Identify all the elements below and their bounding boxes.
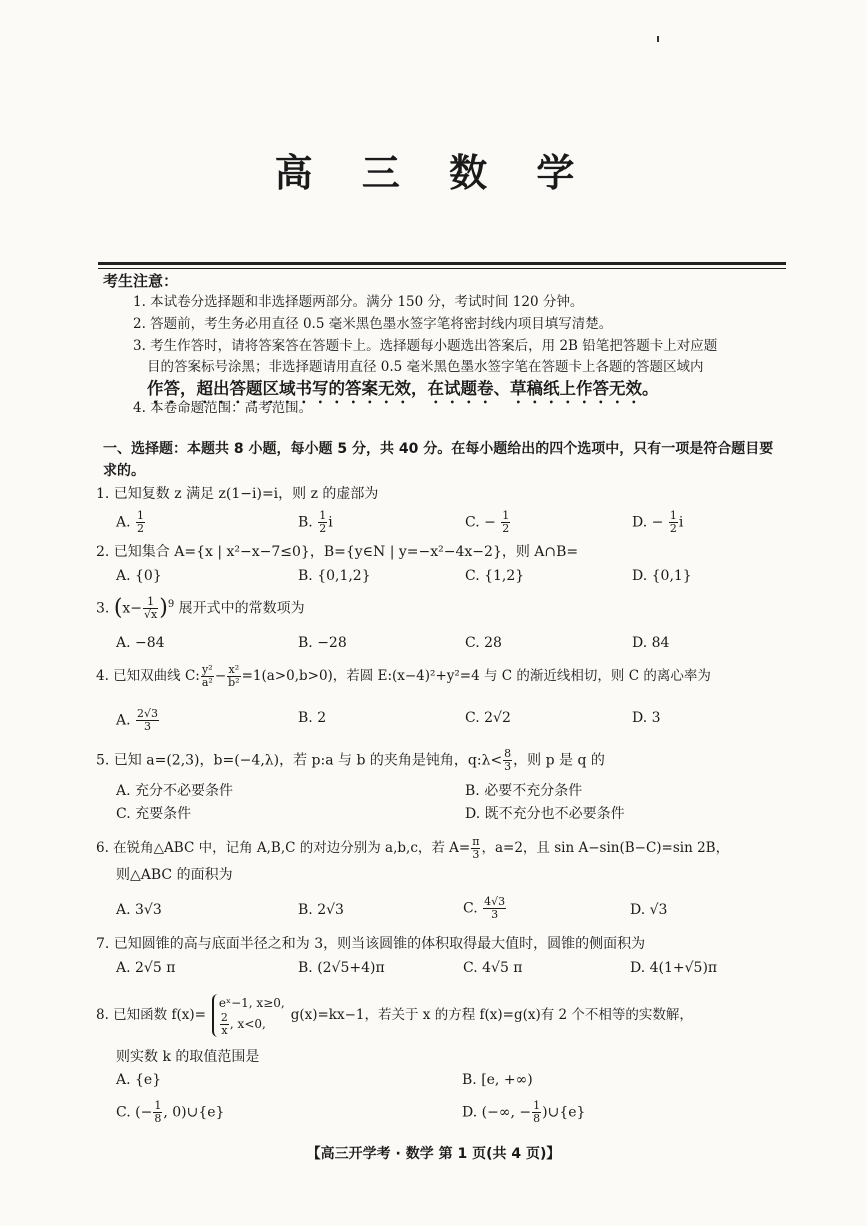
question-8-stem: 8. 已知函数 f(x)= eˣ−1, x≥0, $\frac{2}{x}$ , x<0, g(x)=kx−1，若关于 x 的方程 f(x)=g(x)有 2 个不相等的实数解，	[96, 996, 693, 1037]
question-3-stem: 3. (x− $\frac{1}{√x}$ )$^9$ 展开式中的常数项为	[96, 595, 305, 622]
fraction: $\frac{2}{x}$	[220, 1011, 228, 1037]
notice-heading: 考生注意：	[103, 272, 179, 290]
fraction: $\frac{1}{8}$	[533, 1099, 541, 1125]
q7-option-d: D. 4(1+√5)π	[630, 960, 718, 976]
q8-option-a: A. {e}	[116, 1072, 162, 1088]
q6-option-d: D. √3	[630, 902, 668, 918]
q1-option-d: D. − $\frac{1}{2}$ i	[632, 509, 684, 535]
q4-option-d: D. 3	[632, 710, 661, 726]
fraction: $\frac{1}{2}$	[669, 509, 677, 535]
section-heading	[103, 438, 793, 482]
question-6-stem: 6. 在锐角△ABC 中，记角 A,B,C 的对边分别为 a,b,c，若 A= $\frac{\pi}{3}$ ，a=2，且 sin A−sin(B−C)=sin 2B，	[96, 835, 730, 861]
section-heading-line2: 求的。	[103, 463, 145, 479]
notice-item-2: 2. 答题前，考生务必用直径 0.5 毫米黑色墨水签字笔将密封线内项目填写清楚。	[133, 316, 613, 332]
q3-option-a: A. −84	[116, 635, 165, 651]
q2-option-a: A. {0}	[116, 568, 162, 584]
fraction: $\frac{4√3}{3}$	[484, 895, 506, 921]
question-5-stem: 5. 已知 a=(2,3)，b=(−4,λ)，若 p:a 与 b 的夹角是钝角，q:λ< $\frac{8}{3}$ ，则 p 是 q 的	[96, 747, 605, 773]
fraction: $\frac{\pi}{3}$	[472, 835, 480, 861]
q6-option-a: A. 3√3	[116, 902, 162, 918]
q3-option-c: C. 28	[465, 635, 502, 651]
q2-option-b: B. {0,1,2}	[298, 568, 371, 584]
q2-option-c: C. {1,2}	[465, 568, 525, 584]
q1-option-b: B. $\frac{1}{2}$ i	[298, 509, 333, 535]
question-4-stem: 4. 已知双曲线 C: $\frac{\text{y²}}{\text{a²}}$ − $\frac{\text{x²}}{\text{b²}}$ =1(a>0,b>0)，若圆 E:(x−4)²+y²=4 与 C 的渐近线相切，则 C 的离心率为	[96, 663, 711, 689]
question-2-stem: 2. 已知集合 A={x | x²−x−7≤0}，B={y∈N | y=−x²−4x−2}，则 A∩B=	[96, 544, 579, 560]
notice-item-3-line1: 3. 考生作答时，请将答案答在答题卡上。选择题每小题选出答案后，用 2B 铅笔把答题卡上对应题	[133, 338, 718, 354]
page-footer: 【高三开学考 · 数学 第 1 页(共 4 页)】	[306, 1146, 561, 1162]
q6-option-b: B. 2√3	[298, 902, 344, 918]
q7-option-c: C. 4√5 π	[463, 960, 523, 976]
q1-option-c: C. − $\frac{1}{2}$	[465, 509, 510, 535]
notice-item-3-line2: 目的答案标号涂黑；非选择题请用直径 0.5 毫米黑色墨水签字笔在答题卡上各题的答题区域内	[147, 359, 704, 375]
q4-option-a: A. $\frac{2√3}{3}$	[116, 707, 159, 733]
q4-option-c: C. 2√2	[465, 710, 511, 726]
page-title: 高 三 数 学	[274, 150, 593, 195]
q8-option-d: D. (−∞, − $\frac{1}{8}$ )∪{e}	[462, 1099, 586, 1125]
q6-option-c: C. $\frac{4√3}{3}$	[463, 895, 506, 921]
q8-option-b: B. [e, +∞)	[462, 1072, 533, 1088]
q7-option-a: A. 2√5 π	[116, 960, 176, 976]
title-rule-thin	[98, 268, 786, 269]
notice-item-3-line3: 作答，超出答题区域书写的答案无效，在试题卷、草稿纸上作答无效。	[147, 379, 659, 398]
fraction: $\frac{1}{2}$	[502, 509, 510, 535]
fraction: $\frac{1}{8}$	[154, 1099, 162, 1125]
q1-option-a: A. $\frac{1}{2}$	[116, 509, 145, 535]
fraction: $\frac{\text{y²}}{\text{a²}}$	[201, 663, 213, 689]
q8-option-c: C. (− $\frac{1}{8}$ , 0)∪{e}	[116, 1099, 225, 1125]
q5-option-d: D. 既不充分也不必要条件	[465, 806, 625, 822]
section-heading-line1: 一、选择题：本题共 8 小题，每小题 5 分，共 40 分。在每小题给出的四个选项中，只有一项是符合题目要	[103, 441, 774, 457]
q7-option-b: B. (2√5+4)π	[298, 960, 385, 976]
q2-option-d: D. {0,1}	[632, 568, 692, 584]
question-7-stem: 7. 已知圆锥的高与底面半径之和为 3，则当该圆锥的体积取得最大值时，圆锥的侧面积为	[96, 936, 646, 952]
notice-item-1: 1. 本试卷分选择题和非选择题两部分。满分 150 分，考试时间 120 分钟。	[133, 294, 584, 310]
fraction: $\frac{1}{√x}$	[144, 595, 158, 622]
fraction: $\frac{8}{3}$	[504, 747, 512, 773]
q5-option-b: B. 必要不充分条件	[465, 783, 583, 799]
fraction: $\frac{2√3}{3}$	[137, 707, 159, 733]
q3-option-b: B. −28	[298, 635, 347, 651]
title-rule-thick	[98, 262, 786, 265]
fraction: $\frac{1}{2}$	[137, 509, 145, 535]
piecewise-brace: eˣ−1, x≥0, $\frac{2}{x}$ , x<0,	[212, 994, 285, 1037]
q5-option-c: C. 充要条件	[116, 806, 192, 822]
notice-item-4: 4. 本卷命题范围：高考范围。	[133, 400, 313, 416]
fraction: $\frac{\text{x²}}{\text{b²}}$	[228, 663, 240, 689]
q4-option-b: B. 2	[298, 710, 327, 726]
scan-mark	[657, 36, 659, 42]
q3-option-d: D. 84	[632, 635, 670, 651]
q5-option-a: A. 充分不必要条件	[116, 783, 234, 799]
fraction: $\frac{1}{2}$	[319, 509, 327, 535]
question-6-line2: 则△ABC 的面积为	[116, 867, 233, 883]
question-1-stem: 1. 已知复数 z 满足 z(1−i)=i，则 z 的虚部为	[96, 486, 379, 502]
question-8-line2: 则实数 k 的取值范围是	[116, 1049, 260, 1065]
notice-item-3	[133, 336, 783, 407]
